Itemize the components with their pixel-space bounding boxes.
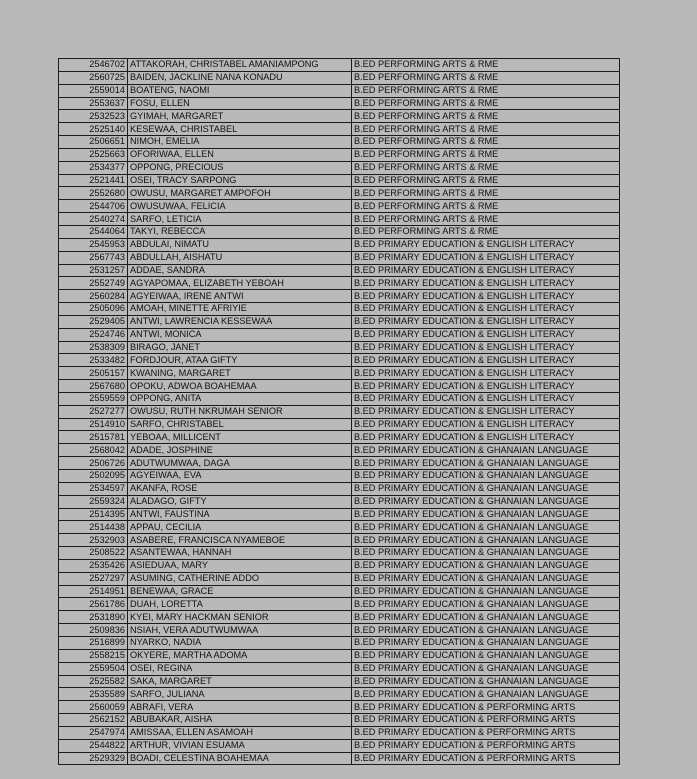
- programme-cell: B.ED PRIMARY EDUCATION & GHANAIAN LANGUAGE: [352, 675, 620, 688]
- student-name-cell: FOSU, ELLEN: [128, 97, 352, 110]
- table-row: [59, 71, 620, 84]
- student-name-cell: KYEI, MARY HACKMAN SENIOR: [128, 611, 352, 624]
- programme-cell: B.ED PRIMARY EDUCATION & GHANAIAN LANGUAGE: [352, 470, 620, 483]
- programme-cell: B.ED PRIMARY EDUCATION & ENGLISH LITERACY: [352, 354, 620, 367]
- student-name-cell: ABDULAI, NIMATU: [128, 238, 352, 251]
- student-name-cell: NYARKO, NADIA: [128, 636, 352, 649]
- programme-cell: B.ED PRIMARY EDUCATION & ENGLISH LITERACY: [352, 303, 620, 316]
- programme-cell: B.ED PRIMARY EDUCATION & ENGLISH LITERACY: [352, 341, 620, 354]
- programme-cell: B.ED PERFORMING ARTS & RME: [352, 187, 620, 200]
- programme-cell: B.ED PRIMARY EDUCATION & ENGLISH LITERACY: [352, 238, 620, 251]
- student-id-cell: 2561786: [59, 598, 128, 611]
- table-row: [59, 290, 620, 303]
- table-row: [59, 238, 620, 251]
- programme-cell: B.ED PRIMARY EDUCATION & GHANAIAN LANGUAGE: [352, 521, 620, 534]
- student-id-cell: 2540274: [59, 213, 128, 226]
- student-name-cell: AGYEIWAA, EVA: [128, 470, 352, 483]
- programme-cell: B.ED PRIMARY EDUCATION & PERFORMING ARTS: [352, 726, 620, 739]
- programme-cell: B.ED PERFORMING ARTS & RME: [352, 110, 620, 123]
- student-name-cell: ASANTEWAA, HANNAH: [128, 547, 352, 560]
- table-row: [59, 649, 620, 662]
- student-name-cell: OPPONG, ANITA: [128, 392, 352, 405]
- programme-cell: B.ED PRIMARY EDUCATION & GHANAIAN LANGUAGE: [352, 508, 620, 521]
- student-id-cell: 2529405: [59, 315, 128, 328]
- student-id-cell: 2525582: [59, 675, 128, 688]
- table-row: [59, 200, 620, 213]
- programme-cell: B.ED PERFORMING ARTS & RME: [352, 59, 620, 72]
- student-name-cell: ADUTWUMWAA, DAGA: [128, 457, 352, 470]
- table-row: [59, 277, 620, 290]
- student-name-cell: ABDULLAH, AISHATU: [128, 251, 352, 264]
- student-name-cell: ADDAE, SANDRA: [128, 264, 352, 277]
- programme-cell: B.ED PERFORMING ARTS & RME: [352, 200, 620, 213]
- student-id-cell: 2532903: [59, 534, 128, 547]
- student-name-cell: OPPONG, PRECIOUS: [128, 161, 352, 174]
- student-name-cell: APPAU, CECILIA: [128, 521, 352, 534]
- programme-cell: B.ED PRIMARY EDUCATION & ENGLISH LITERACY: [352, 315, 620, 328]
- student-id-cell: 2567680: [59, 380, 128, 393]
- student-name-cell: TAKYI, REBECCA: [128, 225, 352, 238]
- student-id-cell: 2527297: [59, 572, 128, 585]
- student-id-cell: 2527277: [59, 405, 128, 418]
- programme-cell: B.ED PRIMARY EDUCATION & PERFORMING ARTS: [352, 752, 620, 765]
- student-id-cell: 2545953: [59, 238, 128, 251]
- student-name-cell: DUAH, LORETTA: [128, 598, 352, 611]
- table-row: [59, 675, 620, 688]
- student-name-cell: ADADE, JOSPHINE: [128, 444, 352, 457]
- programme-cell: B.ED PRIMARY EDUCATION & GHANAIAN LANGUAGE: [352, 559, 620, 572]
- student-name-cell: AMOAH, MINETTE AFRIYIE: [128, 303, 352, 316]
- programme-cell: B.ED PRIMARY EDUCATION & GHANAIAN LANGUAGE: [352, 662, 620, 675]
- table-row: [59, 701, 620, 714]
- student-id-cell: 2535426: [59, 559, 128, 572]
- student-id-cell: 2525663: [59, 148, 128, 161]
- table-row: [59, 354, 620, 367]
- student-name-cell: BIRAGO, JANET: [128, 341, 352, 354]
- student-name-cell: GYIMAH, MARGARET: [128, 110, 352, 123]
- programme-cell: B.ED PRIMARY EDUCATION & ENGLISH LITERACY: [352, 380, 620, 393]
- student-id-cell: 2553637: [59, 97, 128, 110]
- table-row: [59, 739, 620, 752]
- student-name-cell: KESEWAA, CHRISTABEL: [128, 123, 352, 136]
- table-row: [59, 84, 620, 97]
- student-name-cell: OWUSU, RUTH NKRUMAH SENIOR: [128, 405, 352, 418]
- table-row: [59, 251, 620, 264]
- student-name-cell: SARFO, JULIANA: [128, 688, 352, 701]
- student-name-cell: ATTAKORAH, CHRISTABEL AMANIAMPONG: [128, 59, 352, 72]
- table-row: [59, 315, 620, 328]
- table-row: [59, 598, 620, 611]
- programme-cell: B.ED PRIMARY EDUCATION & ENGLISH LITERACY: [352, 392, 620, 405]
- table-row: [59, 508, 620, 521]
- student-name-cell: FORDJOUR, ATAA GIFTY: [128, 354, 352, 367]
- student-id-cell: 2534377: [59, 161, 128, 174]
- student-name-cell: OWUSU, MARGARET AMPOFOH: [128, 187, 352, 200]
- programme-cell: B.ED PRIMARY EDUCATION & GHANAIAN LANGUAGE: [352, 636, 620, 649]
- table-row: [59, 444, 620, 457]
- student-id-cell: 2552680: [59, 187, 128, 200]
- programme-cell: B.ED PERFORMING ARTS & RME: [352, 84, 620, 97]
- student-name-cell: ABUBAKAR, AISHA: [128, 714, 352, 727]
- student-id-cell: 2546702: [59, 59, 128, 72]
- programme-cell: B.ED PERFORMING ARTS & RME: [352, 97, 620, 110]
- programme-cell: B.ED PERFORMING ARTS & RME: [352, 136, 620, 149]
- student-id-cell: 2509836: [59, 624, 128, 637]
- table-row: [59, 688, 620, 701]
- student-name-cell: NIMOH, EMELIA: [128, 136, 352, 149]
- student-id-cell: 2514395: [59, 508, 128, 521]
- student-id-cell: 2544822: [59, 739, 128, 752]
- programme-cell: B.ED PERFORMING ARTS & RME: [352, 174, 620, 187]
- student-id-cell: 2560725: [59, 71, 128, 84]
- student-name-cell: AMISSAA, ELLEN ASAMOAH: [128, 726, 352, 739]
- student-name-cell: ASUMING, CATHERINE ADDO: [128, 572, 352, 585]
- student-id-cell: 2560284: [59, 290, 128, 303]
- student-id-cell: 2568042: [59, 444, 128, 457]
- student-name-cell: SARFO, LETICIA: [128, 213, 352, 226]
- table-row: [59, 611, 620, 624]
- student-name-cell: AKANFA, ROSE: [128, 482, 352, 495]
- student-name-cell: ANTWI, FAUSTINA: [128, 508, 352, 521]
- programme-cell: B.ED PRIMARY EDUCATION & GHANAIAN LANGUAGE: [352, 547, 620, 560]
- student-id-cell: 2505096: [59, 303, 128, 316]
- table-row: [59, 714, 620, 727]
- programme-cell: B.ED PRIMARY EDUCATION & GHANAIAN LANGUAGE: [352, 649, 620, 662]
- student-name-cell: ANTWI, MONICA: [128, 328, 352, 341]
- table-row: [59, 418, 620, 431]
- student-id-cell: 2506651: [59, 136, 128, 149]
- programme-cell: B.ED PRIMARY EDUCATION & GHANAIAN LANGUAGE: [352, 534, 620, 547]
- student-name-cell: OSEI, TRACY SARPONG: [128, 174, 352, 187]
- table-row: [59, 636, 620, 649]
- student-id-cell: 2559014: [59, 84, 128, 97]
- table-row: [59, 123, 620, 136]
- programme-cell: B.ED PERFORMING ARTS & RME: [352, 213, 620, 226]
- programme-cell: B.ED PRIMARY EDUCATION & ENGLISH LITERACY: [352, 277, 620, 290]
- programme-cell: B.ED PRIMARY EDUCATION & GHANAIAN LANGUAGE: [352, 611, 620, 624]
- table-row: [59, 328, 620, 341]
- table-row: [59, 161, 620, 174]
- table-row: [59, 585, 620, 598]
- table-row: [59, 405, 620, 418]
- student-id-cell: 2529329: [59, 752, 128, 765]
- programme-cell: B.ED PRIMARY EDUCATION & GHANAIAN LANGUAGE: [352, 688, 620, 701]
- programme-cell: B.ED PRIMARY EDUCATION & GHANAIAN LANGUAGE: [352, 495, 620, 508]
- table-row: [59, 495, 620, 508]
- student-name-cell: ARTHUR, VIVIAN ESUAMA: [128, 739, 352, 752]
- student-id-cell: 2531257: [59, 264, 128, 277]
- student-list-table: [58, 58, 620, 765]
- programme-cell: B.ED PRIMARY EDUCATION & ENGLISH LITERACY: [352, 290, 620, 303]
- student-id-cell: 2544706: [59, 200, 128, 213]
- table-row: [59, 264, 620, 277]
- student-name-cell: OKYERE, MARTHA ADOMA: [128, 649, 352, 662]
- student-id-cell: 2514910: [59, 418, 128, 431]
- table-row: [59, 457, 620, 470]
- programme-cell: B.ED PRIMARY EDUCATION & PERFORMING ARTS: [352, 739, 620, 752]
- table-row: [59, 624, 620, 637]
- student-name-cell: BOATENG, NAOMI: [128, 84, 352, 97]
- programme-cell: B.ED PRIMARY EDUCATION & ENGLISH LITERACY: [352, 251, 620, 264]
- student-name-cell: OPOKU, ADWOA BOAHEMAA: [128, 380, 352, 393]
- student-id-cell: 2559324: [59, 495, 128, 508]
- table-row: [59, 187, 620, 200]
- table-row: [59, 213, 620, 226]
- student-name-cell: ALADAGO, GIFTY: [128, 495, 352, 508]
- student-id-cell: 2515781: [59, 431, 128, 444]
- student-id-cell: 2521441: [59, 174, 128, 187]
- table-row: [59, 174, 620, 187]
- programme-cell: B.ED PRIMARY EDUCATION & ENGLISH LITERACY: [352, 418, 620, 431]
- student-id-cell: 2505157: [59, 367, 128, 380]
- programme-cell: B.ED PRIMARY EDUCATION & GHANAIAN LANGUAGE: [352, 457, 620, 470]
- student-id-cell: 2524746: [59, 328, 128, 341]
- table-row: [59, 380, 620, 393]
- programme-cell: B.ED PERFORMING ARTS & RME: [352, 71, 620, 84]
- table-row: [59, 136, 620, 149]
- table-row: [59, 559, 620, 572]
- table-row: [59, 482, 620, 495]
- student-name-cell: ASABERE, FRANCISCA NYAMEBOE: [128, 534, 352, 547]
- student-id-cell: 2552749: [59, 277, 128, 290]
- student-name-cell: ASIEDUAA, MARY: [128, 559, 352, 572]
- student-id-cell: 2514438: [59, 521, 128, 534]
- programme-cell: B.ED PERFORMING ARTS & RME: [352, 161, 620, 174]
- table-row: [59, 341, 620, 354]
- student-name-cell: YEBOAA, MILLICENT: [128, 431, 352, 444]
- student-id-cell: 2559504: [59, 662, 128, 675]
- student-id-cell: 2534597: [59, 482, 128, 495]
- student-name-cell: SARFO, CHRISTABEL: [128, 418, 352, 431]
- student-name-cell: OFORIWAA, ELLEN: [128, 148, 352, 161]
- programme-cell: B.ED PERFORMING ARTS & RME: [352, 148, 620, 161]
- programme-cell: B.ED PRIMARY EDUCATION & ENGLISH LITERACY: [352, 264, 620, 277]
- student-list-body: [59, 59, 620, 765]
- table-row: [59, 148, 620, 161]
- programme-cell: B.ED PRIMARY EDUCATION & PERFORMING ARTS: [352, 714, 620, 727]
- table-row: [59, 110, 620, 123]
- programme-cell: B.ED PERFORMING ARTS & RME: [352, 123, 620, 136]
- student-id-cell: 2514951: [59, 585, 128, 598]
- student-name-cell: SAKA, MARGARET: [128, 675, 352, 688]
- student-name-cell: OWUSUWAA, FELICIA: [128, 200, 352, 213]
- table-row: [59, 225, 620, 238]
- table-row: [59, 752, 620, 765]
- student-id-cell: 2538309: [59, 341, 128, 354]
- student-id-cell: 2560059: [59, 701, 128, 714]
- table-row: [59, 726, 620, 739]
- student-name-cell: ABRAFI, VERA: [128, 701, 352, 714]
- table-row: [59, 521, 620, 534]
- student-id-cell: 2558215: [59, 649, 128, 662]
- table-row: [59, 431, 620, 444]
- programme-cell: B.ED PRIMARY EDUCATION & GHANAIAN LANGUAGE: [352, 482, 620, 495]
- programme-cell: B.ED PRIMARY EDUCATION & ENGLISH LITERACY: [352, 367, 620, 380]
- student-id-cell: 2544064: [59, 225, 128, 238]
- student-id-cell: 2533482: [59, 354, 128, 367]
- student-name-cell: KWANING, MARGARET: [128, 367, 352, 380]
- student-name-cell: BAIDEN, JACKLINE NANA KONADU: [128, 71, 352, 84]
- student-name-cell: AGYAPOMAA, ELIZABETH YEBOAH: [128, 277, 352, 290]
- student-id-cell: 2562152: [59, 714, 128, 727]
- programme-cell: B.ED PRIMARY EDUCATION & GHANAIAN LANGUAGE: [352, 598, 620, 611]
- student-id-cell: 2559559: [59, 392, 128, 405]
- student-name-cell: BENEWAA, GRACE: [128, 585, 352, 598]
- student-id-cell: 2506726: [59, 457, 128, 470]
- student-id-cell: 2535589: [59, 688, 128, 701]
- programme-cell: B.ED PRIMARY EDUCATION & ENGLISH LITERACY: [352, 431, 620, 444]
- student-name-cell: OSEI, REGINA: [128, 662, 352, 675]
- student-id-cell: 2532523: [59, 110, 128, 123]
- table-row: [59, 59, 620, 72]
- student-name-cell: BOADI, CELESTINA BOAHEMAA: [128, 752, 352, 765]
- programme-cell: B.ED PRIMARY EDUCATION & GHANAIAN LANGUAGE: [352, 585, 620, 598]
- table-row: [59, 303, 620, 316]
- student-id-cell: 2525140: [59, 123, 128, 136]
- table-row: [59, 662, 620, 675]
- table-row: [59, 97, 620, 110]
- student-name-cell: AGYEIWAA, IRENE ANTWI: [128, 290, 352, 303]
- programme-cell: B.ED PRIMARY EDUCATION & GHANAIAN LANGUAGE: [352, 444, 620, 457]
- programme-cell: B.ED PRIMARY EDUCATION & ENGLISH LITERACY: [352, 405, 620, 418]
- student-name-cell: ANTWI, LAWRENCIA KESSEWAA: [128, 315, 352, 328]
- table-row: [59, 367, 620, 380]
- student-id-cell: 2531890: [59, 611, 128, 624]
- table-row: [59, 572, 620, 585]
- student-id-cell: 2567743: [59, 251, 128, 264]
- table-row: [59, 470, 620, 483]
- programme-cell: B.ED PRIMARY EDUCATION & GHANAIAN LANGUAGE: [352, 624, 620, 637]
- student-id-cell: 2508522: [59, 547, 128, 560]
- table-row: [59, 547, 620, 560]
- table-row: [59, 534, 620, 547]
- student-id-cell: 2516899: [59, 636, 128, 649]
- programme-cell: B.ED PRIMARY EDUCATION & ENGLISH LITERACY: [352, 328, 620, 341]
- student-name-cell: NSIAH, VERA ADUTWUMWAA: [128, 624, 352, 637]
- student-id-cell: 2502095: [59, 470, 128, 483]
- table-row: [59, 392, 620, 405]
- programme-cell: B.ED PRIMARY EDUCATION & GHANAIAN LANGUAGE: [352, 572, 620, 585]
- student-id-cell: 2547974: [59, 726, 128, 739]
- programme-cell: B.ED PERFORMING ARTS & RME: [352, 225, 620, 238]
- programme-cell: B.ED PRIMARY EDUCATION & PERFORMING ARTS: [352, 701, 620, 714]
